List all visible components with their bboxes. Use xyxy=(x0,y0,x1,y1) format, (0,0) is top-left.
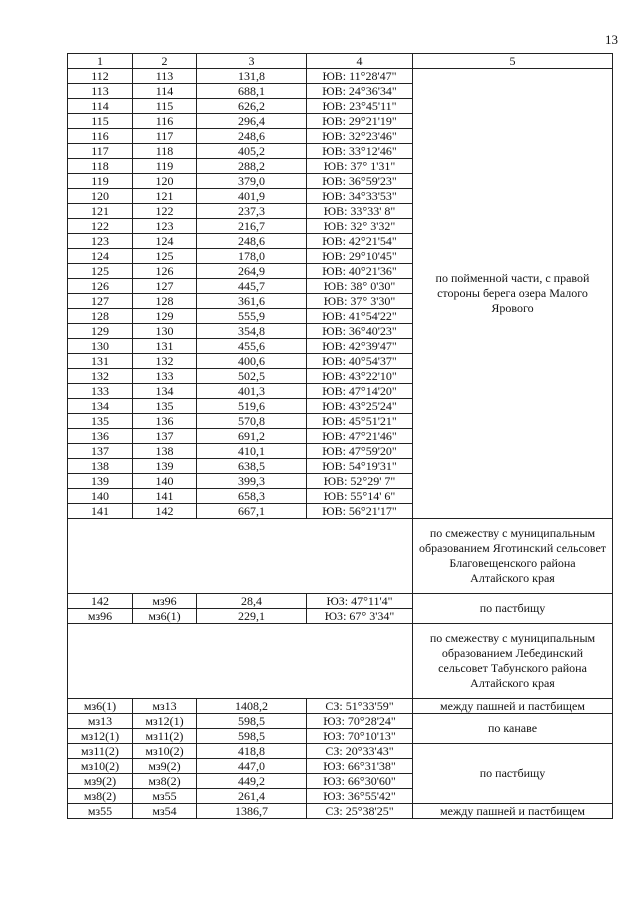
table-cell: 139 xyxy=(68,474,133,489)
table-cell: СЗ: 51°33'59" xyxy=(307,699,413,714)
table-cell: мз96 xyxy=(133,594,197,609)
segment-description: между пашней и пастбищем xyxy=(413,699,613,714)
table-cell: 288,2 xyxy=(197,159,307,174)
table-cell: 113 xyxy=(68,84,133,99)
table-cell: 1408,2 xyxy=(197,699,307,714)
page-number: 13 xyxy=(605,32,618,47)
table-cell: 120 xyxy=(68,189,133,204)
table-row xyxy=(68,69,613,84)
table-row xyxy=(68,714,613,729)
table-cell: ЮЗ: 36°55'42" xyxy=(307,789,413,804)
table-cell: 379,0 xyxy=(197,174,307,189)
table-cell: 401,3 xyxy=(197,384,307,399)
table-cell: 123 xyxy=(68,234,133,249)
segment-description: по канаве xyxy=(413,714,613,744)
table-cell: 658,3 xyxy=(197,489,307,504)
table-cell: 445,7 xyxy=(197,279,307,294)
table-cell: ЮВ: 32° 3'32" xyxy=(307,219,413,234)
table-cell: 129 xyxy=(68,324,133,339)
table-cell: мз8(2) xyxy=(133,774,197,789)
table-cell: 138 xyxy=(133,444,197,459)
table-cell: 132 xyxy=(133,354,197,369)
table-cell: ЮВ: 38° 0'30" xyxy=(307,279,413,294)
table-cell: 116 xyxy=(133,114,197,129)
table-cell: 126 xyxy=(68,279,133,294)
table-cell: мз11(2) xyxy=(68,744,133,759)
table-cell: 248,6 xyxy=(197,234,307,249)
table-cell: 141 xyxy=(133,489,197,504)
table-cell: 638,5 xyxy=(197,459,307,474)
table-cell: мз6(1) xyxy=(68,699,133,714)
table-cell: 127 xyxy=(68,294,133,309)
table-cell: мз12(1) xyxy=(68,729,133,744)
blank-cell xyxy=(68,624,413,699)
table-cell: 115 xyxy=(133,99,197,114)
table-cell: 401,9 xyxy=(197,189,307,204)
table-cell: ЮВ: 52°29' 7" xyxy=(307,474,413,489)
table-cell: ЮВ: 32°23'46" xyxy=(307,129,413,144)
table-cell: 667,1 xyxy=(197,504,307,519)
table-cell: 128 xyxy=(68,309,133,324)
table-cell: 113 xyxy=(133,69,197,84)
note-row xyxy=(68,624,613,699)
table-cell: 447,0 xyxy=(197,759,307,774)
table-cell: 119 xyxy=(133,159,197,174)
table-cell: 117 xyxy=(133,129,197,144)
table-cell: 400,6 xyxy=(197,354,307,369)
table-cell: 131,8 xyxy=(197,69,307,84)
table-cell: ЮВ: 42°39'47" xyxy=(307,339,413,354)
column-header: 5 xyxy=(413,54,613,69)
table-cell: мз55 xyxy=(68,804,133,819)
table-cell: 116 xyxy=(68,129,133,144)
table-cell: мз55 xyxy=(133,789,197,804)
table-cell: 121 xyxy=(133,189,197,204)
segment-description: между пашней и пастбищем xyxy=(413,804,613,819)
table-cell: 112 xyxy=(68,69,133,84)
table-cell: 178,0 xyxy=(197,249,307,264)
table-cell: 118 xyxy=(68,159,133,174)
table-cell: мз13 xyxy=(133,699,197,714)
table-cell: 134 xyxy=(68,399,133,414)
segment-description: по пастбищу xyxy=(413,744,613,804)
table-row xyxy=(68,594,613,609)
table-cell: ЮВ: 45°51'21" xyxy=(307,414,413,429)
table-cell: ЮВ: 55°14' 6" xyxy=(307,489,413,504)
table-cell: ЮВ: 33°33' 8" xyxy=(307,204,413,219)
table-cell: ЮЗ: 70°10'13" xyxy=(307,729,413,744)
adjacency-note: по смежеству с муниципальным образованием Яготинский сельсовет Благовещенского района Алтайского края xyxy=(413,519,613,594)
table-row xyxy=(68,744,613,759)
table-cell: СЗ: 25°38'25" xyxy=(307,804,413,819)
table-cell: ЮВ: 29°21'19" xyxy=(307,114,413,129)
table-cell: ЮВ: 54°19'31" xyxy=(307,459,413,474)
table-cell: 122 xyxy=(68,219,133,234)
segment-description: по пастбищу xyxy=(413,594,613,624)
table-cell: 139 xyxy=(133,459,197,474)
table-cell: 691,2 xyxy=(197,429,307,444)
table-cell: ЮВ: 24°36'34" xyxy=(307,84,413,99)
table-cell: ЮВ: 42°21'54" xyxy=(307,234,413,249)
table-cell: 399,3 xyxy=(197,474,307,489)
table-cell: 124 xyxy=(133,234,197,249)
table-cell: ЮВ: 36°59'23" xyxy=(307,174,413,189)
table-cell: 140 xyxy=(68,489,133,504)
column-header: 2 xyxy=(133,54,197,69)
table-cell: 129 xyxy=(133,309,197,324)
table-cell: 264,9 xyxy=(197,264,307,279)
table-cell: 115 xyxy=(68,114,133,129)
table-cell: 354,8 xyxy=(197,324,307,339)
table-cell: мз96 xyxy=(68,609,133,624)
column-header: 1 xyxy=(68,54,133,69)
table-cell: ЮВ: 56°21'17" xyxy=(307,504,413,519)
table-cell: 130 xyxy=(133,324,197,339)
table-cell: 124 xyxy=(68,249,133,264)
table-cell: 361,6 xyxy=(197,294,307,309)
table-cell: мз12(1) xyxy=(133,714,197,729)
table-cell: ЮВ: 37° 1'31" xyxy=(307,159,413,174)
table-row xyxy=(68,699,613,714)
table-cell: мз8(2) xyxy=(68,789,133,804)
table-cell: ЮВ: 43°25'24" xyxy=(307,399,413,414)
table-cell: 137 xyxy=(68,444,133,459)
note-row xyxy=(68,519,613,594)
column-header: 4 xyxy=(307,54,413,69)
table-cell: 237,3 xyxy=(197,204,307,219)
table-cell: мз54 xyxy=(133,804,197,819)
table-cell: 216,7 xyxy=(197,219,307,234)
table-cell: 119 xyxy=(68,174,133,189)
table-cell: мз10(2) xyxy=(68,759,133,774)
table-cell: 28,4 xyxy=(197,594,307,609)
adjacency-note: по смежеству с муниципальным образованием Лебединский сельсовет Табунского района Алтайского края xyxy=(413,624,613,699)
table-cell: 133 xyxy=(133,369,197,384)
table-cell: 131 xyxy=(133,339,197,354)
table-cell: 455,6 xyxy=(197,339,307,354)
table-cell: 555,9 xyxy=(197,309,307,324)
table-cell: 130 xyxy=(68,339,133,354)
table-cell: 137 xyxy=(133,429,197,444)
table-cell: 121 xyxy=(68,204,133,219)
table-cell: ЮЗ: 70°28'24" xyxy=(307,714,413,729)
table-cell: 134 xyxy=(133,384,197,399)
table-cell: 261,4 xyxy=(197,789,307,804)
boundary-table xyxy=(67,53,613,819)
table-cell: 114 xyxy=(133,84,197,99)
table-cell: 519,6 xyxy=(197,399,307,414)
table-cell: 123 xyxy=(133,219,197,234)
table-cell: 688,1 xyxy=(197,84,307,99)
table-cell: ЮВ: 34°33'53" xyxy=(307,189,413,204)
table-cell: 136 xyxy=(68,429,133,444)
table-cell: ЮЗ: 67° 3'34" xyxy=(307,609,413,624)
table-cell: ЮЗ: 47°11'4" xyxy=(307,594,413,609)
table-cell: 405,2 xyxy=(197,144,307,159)
table-cell: 138 xyxy=(68,459,133,474)
table-cell: ЮВ: 43°22'10" xyxy=(307,369,413,384)
table-cell: 133 xyxy=(68,384,133,399)
table-cell: 229,1 xyxy=(197,609,307,624)
table-cell: 122 xyxy=(133,204,197,219)
table-cell: 296,4 xyxy=(197,114,307,129)
boundary-table-body xyxy=(68,54,613,819)
table-cell: мз9(2) xyxy=(68,774,133,789)
table-cell: 125 xyxy=(68,264,133,279)
table-cell: мз6(1) xyxy=(133,609,197,624)
table-cell: 118 xyxy=(133,144,197,159)
table-cell: ЮВ: 33°12'46" xyxy=(307,144,413,159)
table-cell: 626,2 xyxy=(197,99,307,114)
table-cell: ЮВ: 47°21'46" xyxy=(307,429,413,444)
table-cell: мз10(2) xyxy=(133,744,197,759)
table-cell: 127 xyxy=(133,279,197,294)
table-cell: ЮВ: 11°28'47" xyxy=(307,69,413,84)
column-header: 3 xyxy=(197,54,307,69)
table-cell: ЮВ: 36°40'23" xyxy=(307,324,413,339)
table-cell: ЮВ: 29°10'45" xyxy=(307,249,413,264)
table-cell: 502,5 xyxy=(197,369,307,384)
table-cell: 117 xyxy=(68,144,133,159)
table-cell: 141 xyxy=(68,504,133,519)
table-cell: 120 xyxy=(133,174,197,189)
table-cell: 142 xyxy=(133,504,197,519)
table-cell: 128 xyxy=(133,294,197,309)
table-cell: ЮВ: 40°21'36" xyxy=(307,264,413,279)
table-cell: 140 xyxy=(133,474,197,489)
table-cell: 598,5 xyxy=(197,729,307,744)
table-cell: 418,8 xyxy=(197,744,307,759)
table-cell: 142 xyxy=(68,594,133,609)
table-cell: СЗ: 20°33'43" xyxy=(307,744,413,759)
table-cell: ЮВ: 37° 3'30" xyxy=(307,294,413,309)
table-cell: 598,5 xyxy=(197,714,307,729)
table-cell: 132 xyxy=(68,369,133,384)
header-row xyxy=(68,54,613,69)
table-cell: 449,2 xyxy=(197,774,307,789)
table-cell: ЮЗ: 66°31'38" xyxy=(307,759,413,774)
table-cell: 125 xyxy=(133,249,197,264)
table-cell: 410,1 xyxy=(197,444,307,459)
table-row xyxy=(68,804,613,819)
table-cell: 135 xyxy=(68,414,133,429)
blank-cell xyxy=(68,519,413,594)
table-cell: мз11(2) xyxy=(133,729,197,744)
table-cell: ЮВ: 41°54'22" xyxy=(307,309,413,324)
table-cell: 135 xyxy=(133,399,197,414)
table-cell: 114 xyxy=(68,99,133,114)
table-cell: 131 xyxy=(68,354,133,369)
table-cell: ЮВ: 40°54'37" xyxy=(307,354,413,369)
table-cell: ЮВ: 47°59'20" xyxy=(307,444,413,459)
table-cell: мз13 xyxy=(68,714,133,729)
table-cell: ЮВ: 47°14'20" xyxy=(307,384,413,399)
table-cell: 1386,7 xyxy=(197,804,307,819)
table-cell: мз9(2) xyxy=(133,759,197,774)
segment-description: по пойменной части, с правой стороны берега озера Малого Ярового xyxy=(413,69,613,519)
table-cell: 248,6 xyxy=(197,129,307,144)
table-cell: ЮЗ: 66°30'60" xyxy=(307,774,413,789)
table-cell: 570,8 xyxy=(197,414,307,429)
table-cell: 136 xyxy=(133,414,197,429)
table-cell: 126 xyxy=(133,264,197,279)
table-cell: ЮВ: 23°45'11" xyxy=(307,99,413,114)
